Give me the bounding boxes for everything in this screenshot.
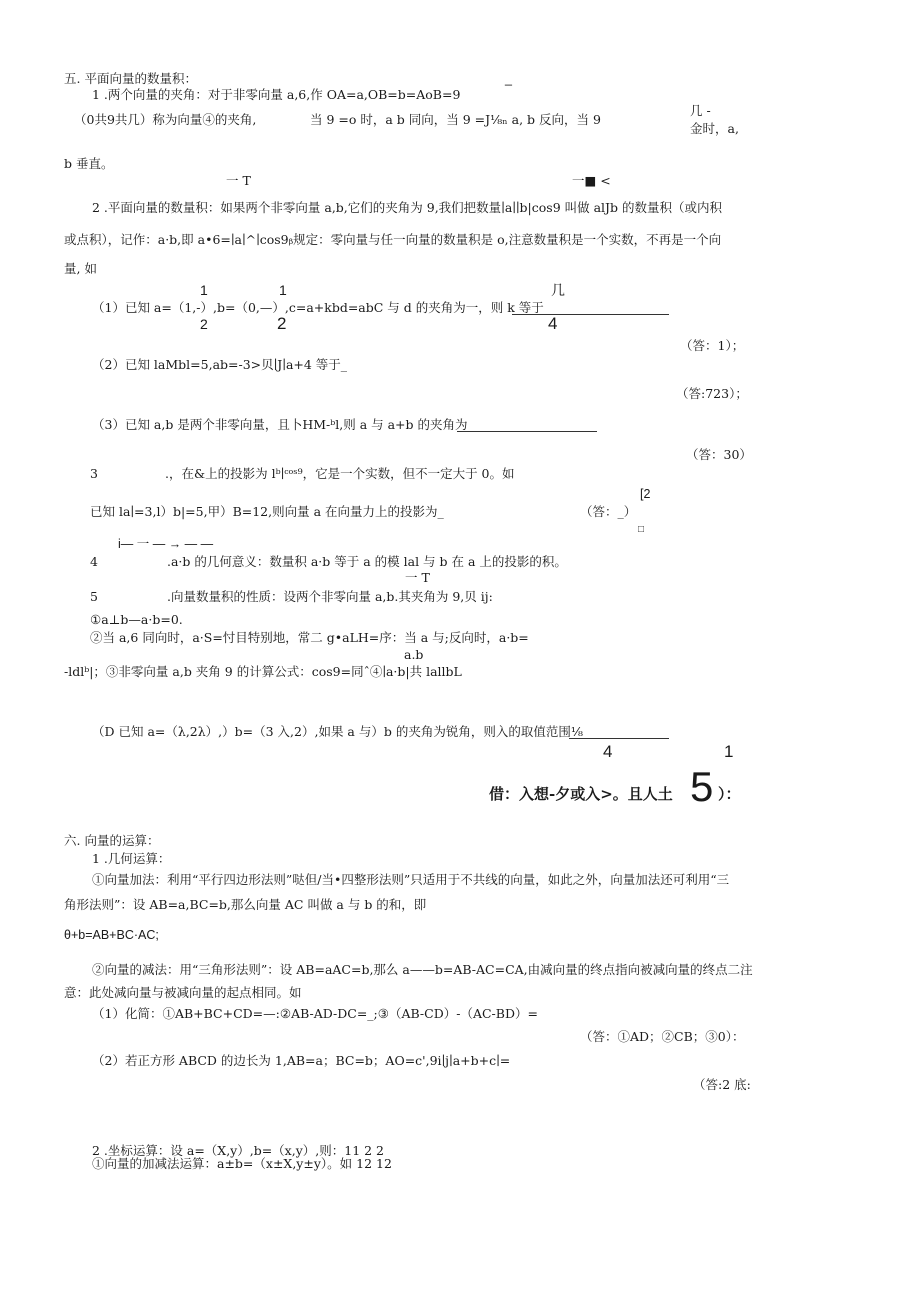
coord-line2: ①向量的加减法运算：a±b=（x±X,y±y）。如 12 12 [92, 1156, 392, 1171]
marks-row: i— 一 — → — — [118, 537, 214, 551]
p3-answer: （答：_） [580, 504, 637, 519]
ex1-num-bot3: 4 [548, 314, 558, 333]
prop3: -ldlᵇ|；③非零向量 a,b 夹角 9 的计算公式：cos9=同ˆ④∣a·b|共 lallbL [64, 664, 462, 679]
p1-line3: b 垂直。 [64, 156, 114, 171]
p4-text: .a·b 的几何意义：数量积 a·b 等于 a 的模 lal 与 b 在 a 上的投影的积。 [167, 554, 567, 569]
ex4-answer-b: ）： [718, 785, 741, 803]
mark-t2: 一■ < [572, 173, 611, 188]
ex1-num-bot2: 2 [277, 314, 287, 333]
p5-num: 5 [90, 589, 98, 604]
ex1-blank [512, 302, 669, 315]
p1-line2a: （0共9共几）称为向量④的夹角, [74, 112, 257, 127]
ex3-blank [457, 419, 597, 432]
p5-text: .向量数量积的性质：设两个非零向量 a,b.其夹角为 9,贝 ij: [167, 589, 493, 604]
ex1-text: （1）已知 a=（1,-）,b=（0,—）,c=a+kbd=abC 与 d 的夹角为一，则 k 等于 [92, 300, 544, 315]
sub-line1: ②向量的减法：用“三角形法则”：设 AB=aAC=b,那么 a——b=AB-AC=CA,由减向量的终点指向被减向量的终点二注 [92, 962, 753, 977]
coord-line: 2 .坐标运算：设 a=（X,y）,b=（x,y）,则：11 2 2 [92, 1143, 384, 1158]
p4-num: 4 [90, 554, 98, 569]
p2-line2: 或点积），记作：a·b,即 a•6=∣a∣^∣cos9ᵦ规定：零向量与任一向量的数量积是 o,注意数量积是一个实数，不再是一个向 [64, 232, 722, 247]
sec6-ex1-text: （1）化简：①AB+BC+CD=—:②AB-AD-DC=_;③（AB-CD）-（AC-BD）= [92, 1006, 538, 1021]
mark-t3: 一 T [405, 570, 430, 585]
prop2: ②当 a,6 同向时，a·S=忖目特别地，常二 g•aLH=序：当 a 与;反向时，a·b= [90, 630, 529, 645]
section-5-title: 五. 平面向量的数量积： [64, 71, 197, 86]
p3-box: □ [638, 524, 645, 535]
ex3-text: （3）已知 a,b 是两个非零向量，且卜HM-ᵇl,则 a 与 a+b 的夹角为 [92, 417, 468, 432]
prop1: ①a⊥b—a·b=0. [90, 612, 183, 627]
add-line2: 角形法则”：设 AB=a,BC=b,那么向量 AC 叫做 a 与 b 的和，即 [64, 897, 427, 912]
ex1-num-bot1: 2 [200, 316, 208, 332]
add-line3: θ+b=AB+BC·AC; [64, 928, 159, 942]
ex4-answer-big: 5 [690, 763, 714, 810]
p1-mark-ji: 几 - [690, 103, 711, 118]
p2-line1: 2 .平面向量的数量积：如果两个非零向量 a,b,它们的夹角为 9,我们把数量∣a∣∣b|cos9 叫做 alJb 的数量积（或内积 [92, 200, 723, 215]
sub-line2: 意：此处减向量与被减向量的起点相同。如 [64, 985, 302, 1000]
mark-t1: 一 T [226, 173, 251, 188]
geom-title: 1 .几何运算： [92, 851, 171, 866]
dash-mark: _ [505, 72, 512, 86]
p1-line2c: 金时，a, [690, 121, 739, 136]
ex1-num-top1: 1 [200, 282, 208, 298]
ex1-num-top2: 1 [279, 282, 287, 298]
p1-line1: 1 .两个向量的夹角：对于非零向量 a,6,作 OA=a,OB=b=AoB=9 [92, 87, 461, 102]
prop-frac: a.b [404, 647, 424, 662]
p2-line3: 量, 如 [64, 261, 97, 276]
sec6-ex2-text: （2）若正方形 ABCD 的边长为 1,AB=a；BC=b；AO=c',9i∣j∣a+b+c∣= [92, 1053, 511, 1068]
ex2-text: （2）已知 laMbl=5,ab=-3>贝∣J∣a+4 等于_ [92, 357, 348, 372]
ex4-answer-a: 借：入想-夕或入>。且人土 [489, 785, 673, 803]
p1-line2b: 当 9 =o 时，a b 同向，当 9 =J⅛ₙ a, b 反向，当 9 [310, 112, 601, 127]
ex1-answer: （答：1）； [680, 338, 745, 353]
p3-mark: [2 [640, 487, 651, 501]
sec6-ex2-answer: （答:2 底: [693, 1077, 751, 1092]
add-line1: ①向量加法：利用“平行四边形法则”哒但/当•四整形法则”只适用于不共线的向量，如此之外，向量加法还可利用“三 [92, 872, 730, 887]
section-6-title: 六. 向量的运算： [64, 833, 160, 848]
ex4-text: （D 已知 a=（λ,2λ）,）b=（3 入,2）,如果 a 与）b 的夹角为锐角，则入的取值范围⅛ [92, 724, 583, 739]
p3-example: 已知 la∣=3,l）b|=5,甲）B=12,则向量 a 在向量力上的投影为_ [90, 504, 444, 519]
ex3-answer: （答：30） [686, 447, 752, 462]
p3-num: 3 [90, 466, 98, 481]
ex4-num1: 1 [724, 742, 734, 761]
ex1-num-top3: 几 [551, 282, 565, 298]
ex4-num4: 4 [603, 742, 613, 761]
p3-text: .，在&上的投影为 lᵇ∣ᶜᵒˢ⁹，它是一个实数，但不一定大于 0。如 [165, 466, 515, 481]
ex2-answer: （答:723）； [676, 386, 748, 401]
sec6-ex1-answer: （答：①AD；②CB；③0）： [580, 1029, 745, 1044]
ex4-blank [569, 726, 669, 739]
